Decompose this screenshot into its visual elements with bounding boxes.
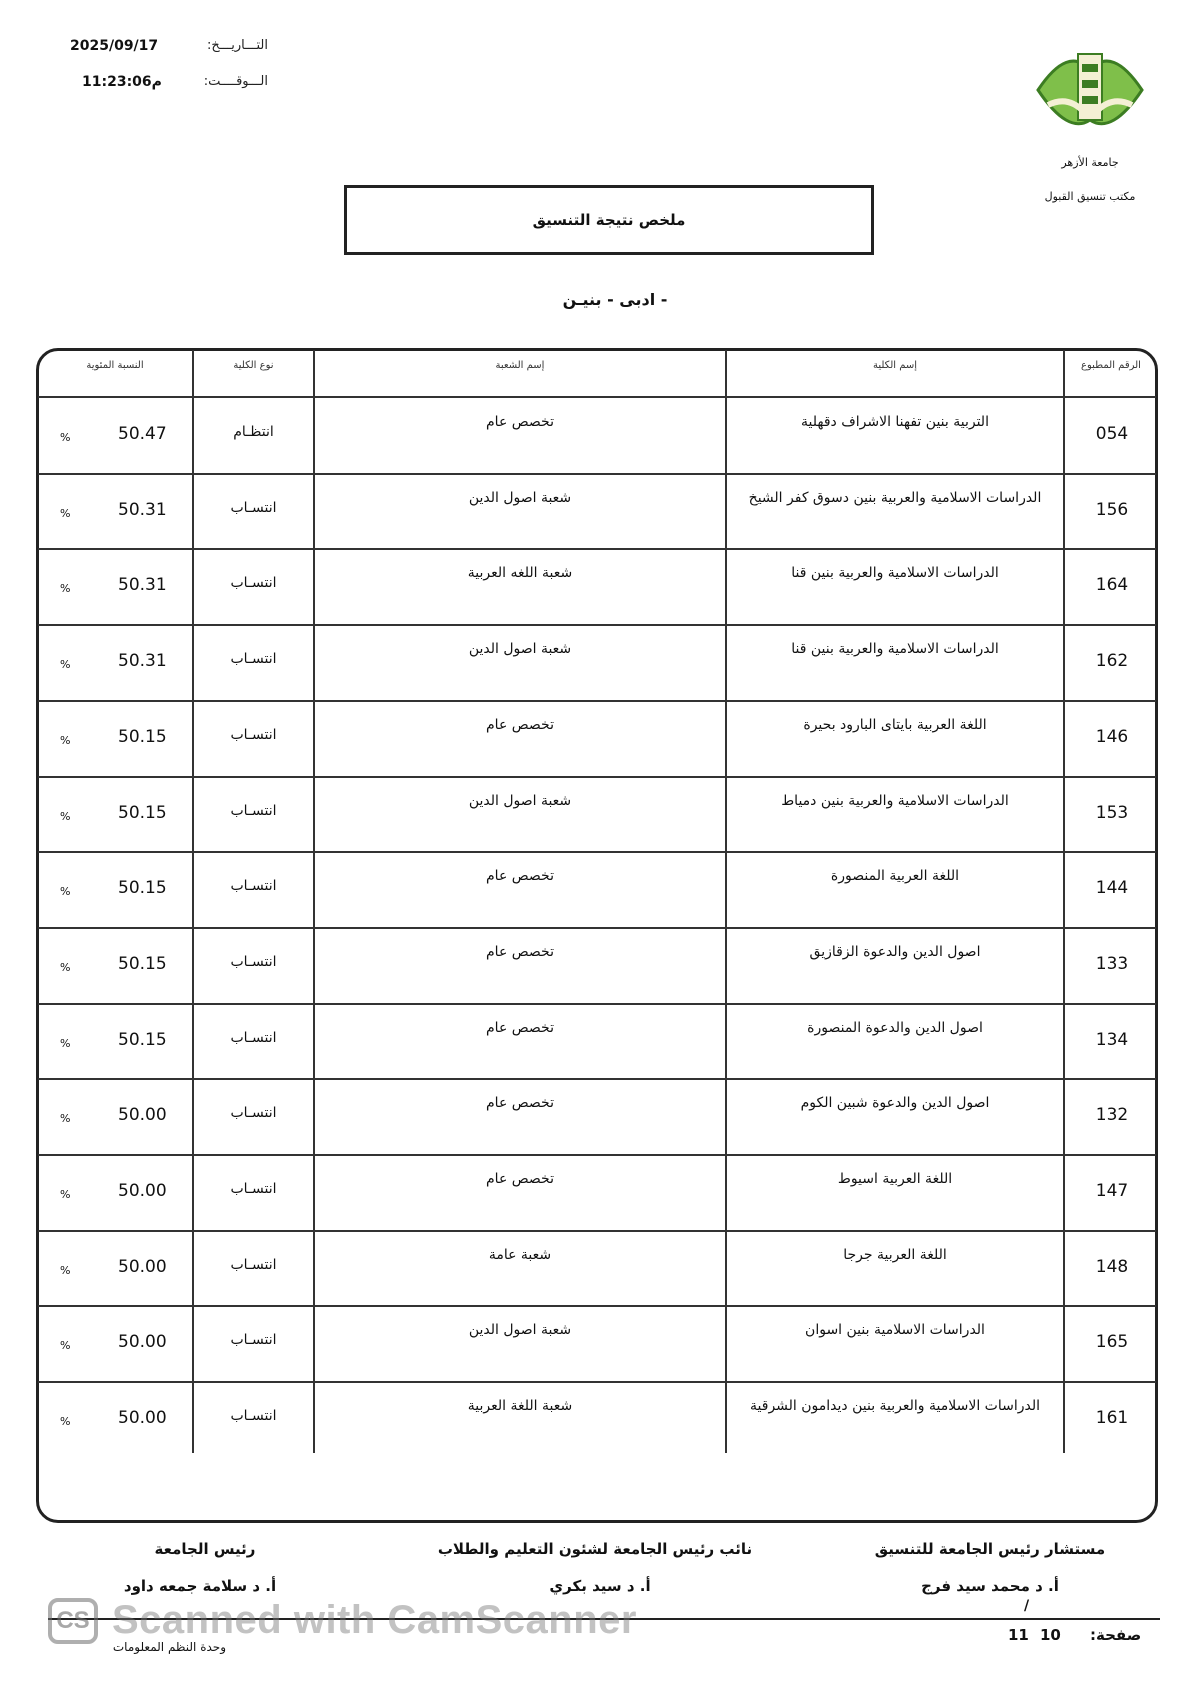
row-department: تخصص عام <box>486 1095 554 1112</box>
signature-slash: / <box>1024 1598 1030 1614</box>
signature-name-coordination: أ. د محمد سيد فرج <box>921 1577 1059 1595</box>
row-percent: 50.00 <box>118 1105 167 1126</box>
row-code: 144 <box>1095 878 1129 899</box>
page-title: ملخص نتيجة التنسيق <box>344 185 874 255</box>
row-code: 156 <box>1095 499 1129 520</box>
org-name: جامعة الأزهر <box>1061 156 1119 169</box>
row-code: 054 <box>1095 424 1129 444</box>
signature-role-coordination: مستشار رئيس الجامعة للتنسيق <box>874 1540 1106 1558</box>
time-label: الـــوقــــت: <box>203 74 268 89</box>
row-code: 148 <box>1095 1256 1129 1277</box>
header-faculty: إسم الكلية <box>872 360 918 371</box>
row-percent-sign: % <box>60 1415 71 1429</box>
row-code: 162 <box>1095 651 1129 672</box>
scanner-watermark: Scanned with CamScanner <box>112 1598 637 1642</box>
row-percent-sign: % <box>60 885 71 899</box>
row-faculty: اصول الدين والدعوة المنصورة <box>807 1019 983 1036</box>
row-department: تخصص عام <box>486 943 554 960</box>
al-azhar-logo <box>1028 40 1152 145</box>
signature-role-president: رئيس الجامعة <box>154 1540 256 1558</box>
row-type: انتسـاب <box>230 1332 277 1349</box>
unit-name: وحدة النظم المعلومات <box>112 1640 226 1654</box>
header-department: إسم الشعبة <box>495 360 545 371</box>
signature-name-president: أ. د سلامة جمعه داود <box>123 1577 277 1595</box>
row-percent-sign: % <box>60 431 71 444</box>
row-percent: 50.00 <box>118 1408 167 1429</box>
row-percent: 50.15 <box>118 726 167 747</box>
row-faculty: الدراسات الاسلامية والعربية بنين قنا <box>791 565 999 582</box>
page-total: 11 <box>1008 1626 1029 1644</box>
row-type: انتسـاب <box>230 1181 277 1197</box>
row-type: انتظـام <box>233 424 274 440</box>
row-code: 165 <box>1095 1332 1129 1353</box>
row-type: انتسـاب <box>230 953 277 970</box>
row-type: انتسـاب <box>230 575 277 592</box>
row-faculty: الدراسات الاسلامية بنين اسوان <box>805 1322 985 1339</box>
row-department: تخصص عام <box>486 716 554 733</box>
row-percent: 50.00 <box>118 1181 167 1201</box>
row-department: شعبة اصول الدين <box>468 1322 572 1339</box>
row-percent-sign: % <box>60 658 71 672</box>
row-faculty: الدراسات الاسلامية والعربية بنين قنا <box>791 641 999 658</box>
row-type: انتسـاب <box>230 499 277 516</box>
row-department: شعبة اصول الدين <box>468 792 572 809</box>
row-department: شعبة اصول الدين <box>468 489 572 506</box>
row-faculty: اللغة العربية بايتاى البارود بحيرة <box>803 716 987 733</box>
row-percent-sign: % <box>60 960 71 974</box>
time-value: 11:23:06م <box>82 74 162 90</box>
row-type: انتسـاب <box>230 1256 277 1273</box>
row-percent: 50.15 <box>118 802 167 823</box>
row-faculty: اصول الدين والدعوة شبين الكوم <box>800 1095 990 1112</box>
row-faculty: اللغة العربية جرجا <box>843 1246 947 1263</box>
header-percent: النسبة المئوية <box>86 360 144 371</box>
row-department: تخصص عام <box>486 1171 554 1187</box>
row-department: شعبة اصول الدين <box>468 641 572 658</box>
row-code: 132 <box>1095 1105 1129 1126</box>
row-percent-sign: % <box>60 1188 71 1201</box>
row-faculty: اللغة العربية اسيوط <box>837 1171 953 1187</box>
row-type: انتسـاب <box>230 651 277 668</box>
row-code: 164 <box>1095 575 1129 596</box>
row-department: تخصص عام <box>486 1019 554 1036</box>
row-percent: 50.31 <box>118 651 167 672</box>
row-percent-sign: % <box>60 506 71 520</box>
row-type: انتسـاب <box>230 878 277 895</box>
row-faculty: التربية بنين تفهنا الاشراف دقهلية <box>801 414 989 430</box>
row-type: انتسـاب <box>230 726 277 743</box>
signature-name-vice-president: أ. د سيد بكري <box>549 1577 651 1595</box>
row-percent: 50.31 <box>118 499 167 520</box>
date-value: 2025/09/17 <box>70 38 159 54</box>
row-faculty: الدراسات الاسلامية والعربية بنين دسوق كفر الشيخ <box>748 489 1042 506</box>
row-type: انتسـاب <box>230 1105 277 1122</box>
row-type: انتسـاب <box>230 1029 277 1046</box>
row-code: 134 <box>1095 1029 1129 1050</box>
row-code: 147 <box>1095 1181 1129 1201</box>
row-faculty: الدراسات الاسلامية والعربية بنين ديدامون الشرقية <box>750 1398 1040 1415</box>
row-percent: 50.47 <box>118 424 167 444</box>
row-percent: 50.15 <box>118 1029 167 1050</box>
row-percent-sign: % <box>60 1339 71 1353</box>
row-percent-sign: % <box>60 809 71 823</box>
page-subtitle: - ادبى - بنيـن <box>562 290 668 309</box>
row-department: تخصص عام <box>486 414 554 430</box>
row-department: شعبة اللغه العربية <box>467 565 573 582</box>
row-percent: 50.00 <box>118 1256 167 1277</box>
signature-role-vice-president: نائب رئيس الجامعة لشئون التعليم والطلاب <box>437 1540 753 1558</box>
row-faculty: اللغة العربية المنصورة <box>830 868 960 885</box>
row-faculty: اصول الدين والدعوة الزقازيق <box>809 943 981 960</box>
row-type: انتسـاب <box>230 802 277 819</box>
row-department: شعبة اللغة العربية <box>467 1398 573 1415</box>
row-code: 153 <box>1095 802 1129 823</box>
date-label: التـــاريـــخ: <box>207 38 268 53</box>
row-department: شعبة عامة <box>488 1246 552 1263</box>
header-type: نوع الكلية <box>233 360 274 371</box>
row-percent: 50.15 <box>118 953 167 974</box>
page-current: 10 <box>1040 1626 1061 1644</box>
row-code: 133 <box>1095 953 1129 974</box>
row-department: تخصص عام <box>486 868 554 885</box>
row-percent: 50.00 <box>118 1332 167 1353</box>
row-percent-sign: % <box>60 1263 71 1277</box>
row-percent-sign: % <box>60 1112 71 1126</box>
row-faculty: الدراسات الاسلامية والعربية بنين دمياط <box>781 792 1009 809</box>
row-percent-sign: % <box>60 582 71 596</box>
camscanner-logo: CS <box>48 1598 98 1644</box>
page-label: صفحة: <box>1090 1626 1142 1644</box>
header-code: الرقم المطبوع <box>1081 360 1141 371</box>
row-percent: 50.15 <box>118 878 167 899</box>
row-type: انتسـاب <box>230 1408 277 1425</box>
row-percent-sign: % <box>60 733 71 747</box>
office-name: مكتب تنسيق القبول <box>1044 190 1136 203</box>
row-percent: 50.31 <box>118 575 167 596</box>
row-code: 161 <box>1095 1408 1129 1429</box>
row-code: 146 <box>1095 726 1129 747</box>
row-percent-sign: % <box>60 1036 71 1050</box>
